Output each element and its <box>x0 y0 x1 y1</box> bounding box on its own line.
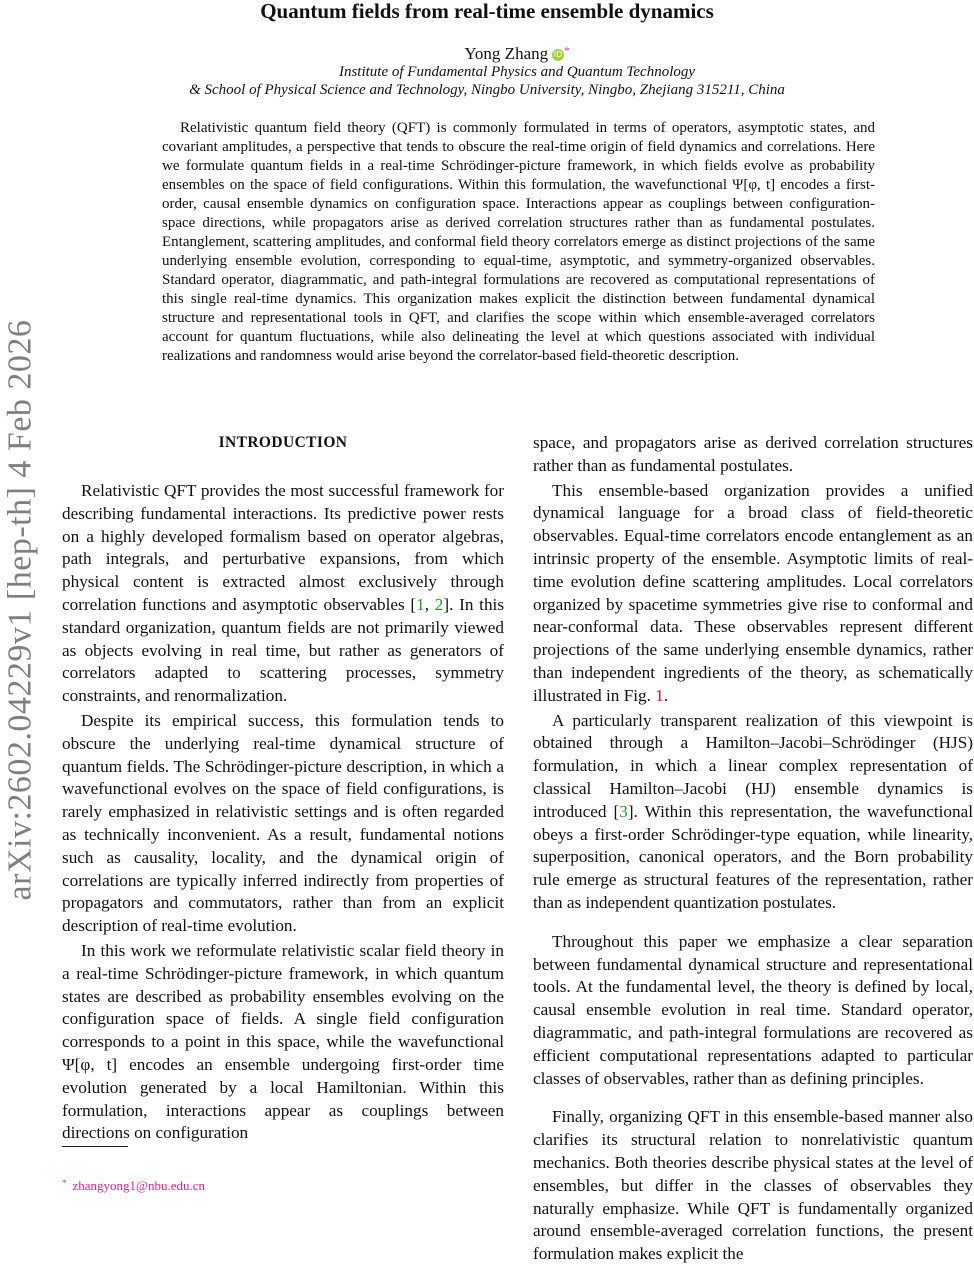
intro-paragraph-2: Despite its empirical success, this formulation tends to obscure the underlying real-time dynamical structure of quantum fields. The Schrödinger-picture description, in which a wavefunctional evolves on the space of field configurations, is rarely emphasized in relativistic settings and is often regarded as technically inconvenient. As a result, fundamental notions such as causality, locality, and the dynamical origin of correlations are typically inferred indirectly from properties of propagators and commutators, rather than from an explicit description of real-time evolution. <box>62 710 504 936</box>
figure-link-1[interactable]: 1 <box>655 685 664 705</box>
affiliation-line-1: Institute of Fundamental Physics and Quantum Technology <box>338 64 696 80</box>
paper-title: Quantum fields from real-time ensemble dynamics <box>260 0 714 23</box>
footnote-divider <box>62 1146 128 1147</box>
intro-paragraph-7: Finally, organizing QFT in this ensemble-based manner also clarifies its structural relation to nonrelativistic quantum mechanics. Both theories describe physical states at the level of ensembles, but differ in the classes of observables they naturally emphasize. While QFT is fundamentally organized around ensemble-averaged correlation functions, the present formulation makes explicit the <box>533 1107 973 1264</box>
footnote <box>62 1178 205 1194</box>
citation-link-3[interactable]: 3 <box>619 801 628 821</box>
section-heading: INTRODUCTION <box>218 434 348 451</box>
citation-link-2[interactable]: 2 <box>434 594 444 614</box>
intro-paragraph-5: A particularly transparent realization of this viewpoint is obtained through a Hamilton–Jacobi–Schrödinger (HJS) formulation, in which a linear complex representation of classical Hamilton–Jacobi (HJ) ensemble dynamics is introduced [3]. Within this representation, the wavefunctional obeys a first-order Schrödinger-type equation, while linearity, superposition, canonical operators, and the Born probability rule emerge as structural features of the representation, rather than as independent quantization postulates. <box>533 710 973 912</box>
intro-paragraph-6: Throughout this paper we emphasize a clear separation between fundamental dynamical structure and representational tools. At the fundamental level, the theory is defined by local, causal ensemble evolution in real time. Standard operator, diagrammatic, and path-integral formulations are recovered as efficient computational representations adapted to particular classes of observables, rather than as defining principles. <box>533 931 973 1088</box>
author-line <box>0 44 974 64</box>
left-column <box>62 432 504 1145</box>
abstract: Relativistic quantum field theory (QFT) is commonly formulated in terms of operators, asymptotic states, and covariant amplitudes, a perspective that tends to obscure the real-time origin of field dynamics and correlations. Here we formulate quantum fields in a real-time Schrödinger-picture framework, in which fields evolve as probability ensembles on the space of field configurations. Within this formulation, the wavefunctional Ψ[φ, t] encodes a first-order, causal ensemble dynamics on configuration space. Interactions appear as couplings between configuration-space directions, while propagators arise as derived correlation structures rather than as fundamental postulates. Entanglement, scattering amplitudes, and conformal field theory correlators emerge as distinct projections of the same underlying ensemble evolution, corresponding to equal-time, asymptotic, and symmetry-organized observables. Standard operator, diagrammatic, and path-integral formulations are recovered as computational representations of this single real-time dynamics. This organization makes explicit the distinction between fundamental dynamical structure and representational tools in QFT, and clarifies the scope within which ensemble-averaged correlators account for quantum fluctuations, while also delineating the level at which questions associated with individual realizations and randomness would arise beyond the correlator-based field-theoretic description. <box>162 120 875 364</box>
author-name: Yong Zhang <box>464 44 549 63</box>
author-footnote-mark[interactable]: * <box>564 45 570 57</box>
intro-paragraph-4: This ensemble-based organization provides a unified dynamical language for a broad class of field-theoretic observables. Equal-time correlators encode entanglement as an intrinsic property of the ensemble. Asymptotic limits of real-time evolution define scattering amplitudes. Local correlators organized by spacetime symmetries give rise to conformal and near-conformal data. These observables represent different projections of the same underlying ensemble dynamics, rather than independent ingredients of the theory, as schematically illustrated in Fig. 1. <box>533 480 973 705</box>
intro-paragraph-1: Relativistic QFT provides the most successful framework for describing fundamental interactions. Its predictive power rests on a highly developed formalism based on operator algebras, path integrals, and perturbative expansions, from which physical content is extracted almost exclusively through correlation functions and asymptotic observables [1, 2]. In this standard organization, quantum fields are not primarily viewed as objects evolving in real time, but rather as generators of correlators adapted to scattering processes, symmetry constraints, and renormalization. <box>62 481 505 706</box>
author-email-link[interactable]: zhangyong1@nbu.edu.cn <box>72 1178 206 1193</box>
arxiv-id-text: arXiv:2602.04229v1 [hep-th] 4 Feb 2026 <box>1 319 38 901</box>
affiliation-line-2: & School of Physical Science and Technology, Ningbo University, Ningbo, Zhejiang 315211, China <box>189 82 785 98</box>
citation-link-1[interactable]: 1 <box>416 594 425 614</box>
orcid-icon[interactable]: iD <box>553 50 563 59</box>
intro-paragraph-3: In this work we reformulate relativistic scalar field theory in a real-time Schrödinger-picture framework, in which quantum states are described as probability ensembles evolving on the configuration space of fields. A single field configuration corresponds to a point in this space, while the wavefunctional Ψ[φ, t] encodes an ensemble undergoing first-order time evolution generated by a local Hamiltonian. Within this formulation, interactions appear as couplings between directions on configuration <box>62 940 504 1143</box>
continued-paragraph: space, and propagators arise as derived correlation structures rather than as fundamental postulates. <box>533 433 973 475</box>
arxiv-identifier-stamp <box>0 300 40 920</box>
right-column <box>533 432 973 1266</box>
footnote-mark: * <box>62 1178 67 1188</box>
